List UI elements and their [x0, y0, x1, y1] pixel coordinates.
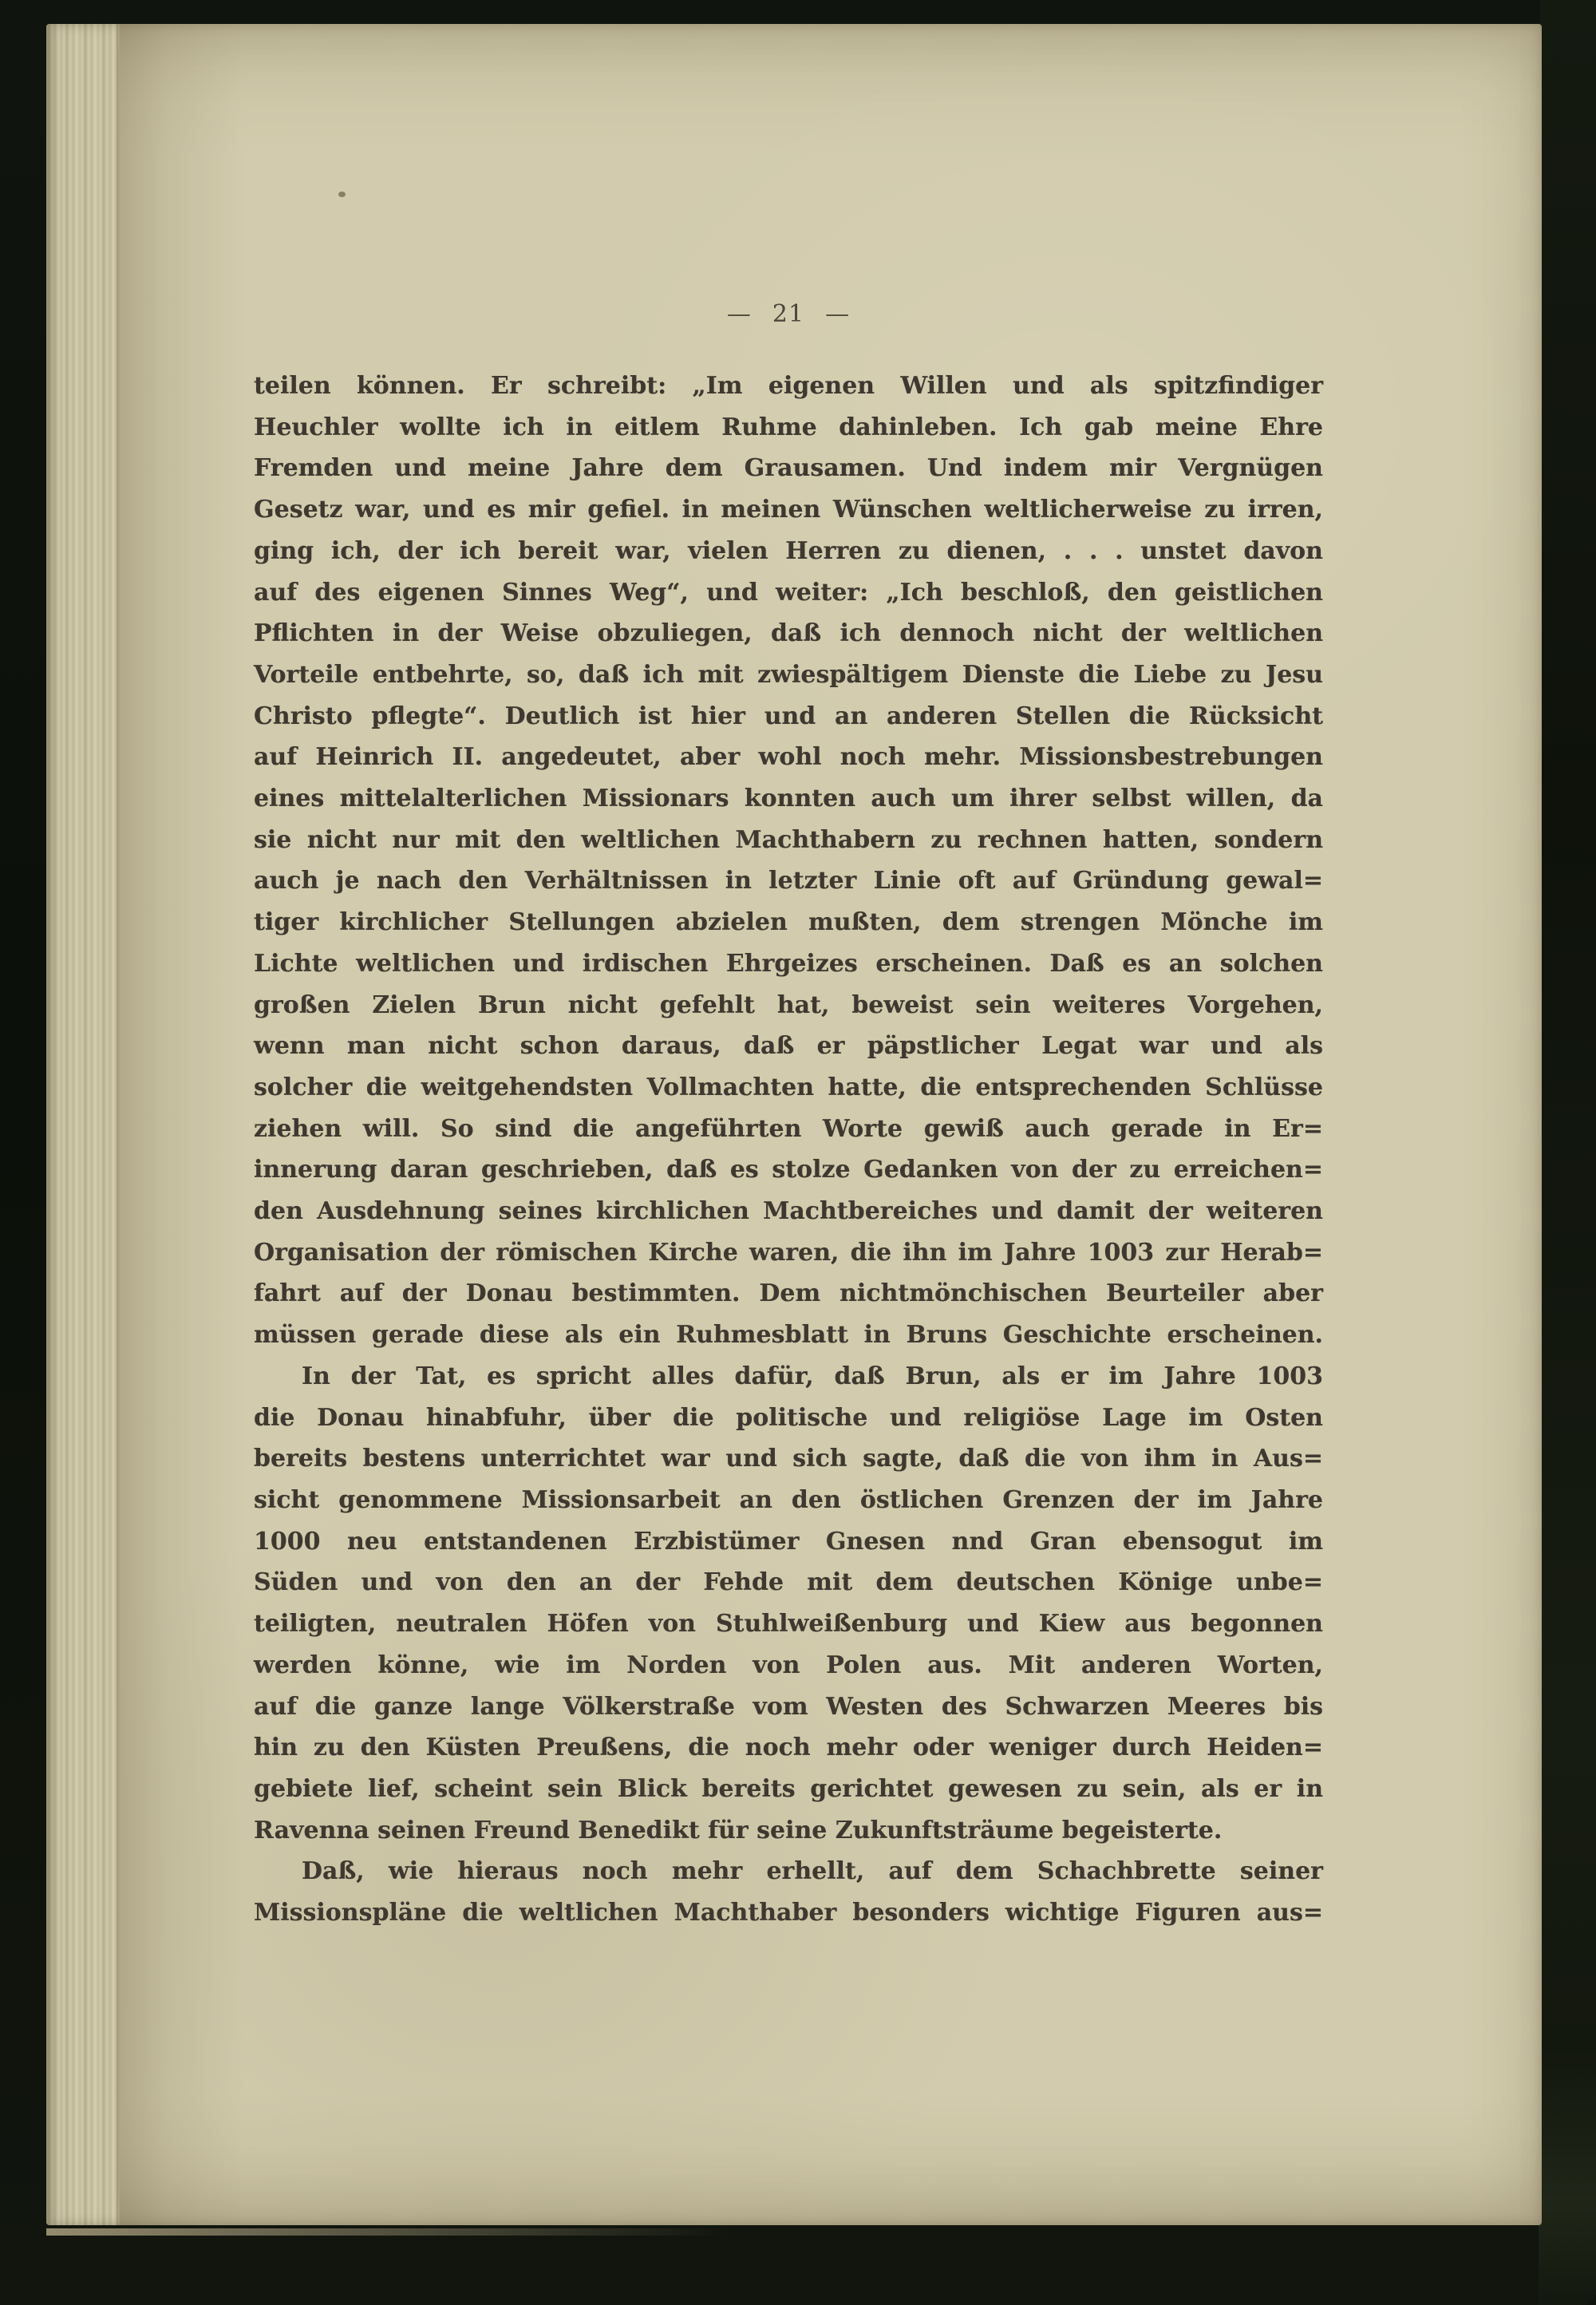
- header-dash-left: —: [726, 300, 752, 328]
- text-line: werden könne, wie im Norden von Polen aus. Mit anderen Worten,: [254, 1651, 1323, 1679]
- text-line: Pflichten in der Weise obzuliegen, daß ich dennoch nicht der weltlichen: [254, 619, 1323, 648]
- text-line: Christo pflegte“. Deutlich ist hier und an anderen Stellen die Rücksicht: [254, 702, 1323, 730]
- text-line: ging ich, der ich bereit war, vielen Herren zu dienen, . . . unstet davon: [254, 536, 1323, 565]
- text-line: solcher die weitgehendsten Vollmachten hatte, die entsprechenden Schlüsse: [254, 1073, 1323, 1101]
- text-line: auf Heinrich II. angedeutet, aber wohl noch mehr. Missionsbestrebungen: [254, 743, 1323, 772]
- gutter-shadow: [117, 24, 244, 2225]
- book-page: [46, 24, 1542, 2225]
- text-line: sie nicht nur mit den weltlichen Machthabern zu rechnen hatten, sondern: [254, 825, 1323, 854]
- text-line: Fremden und meine Jahre dem Grausamen. Und indem mir Vergnügen: [254, 454, 1323, 483]
- text-line: teiligten, neutralen Höfen von Stuhlweißenburg und Kiew aus begonnen: [254, 1610, 1323, 1639]
- text-line: tiger kirchlicher Stellungen abzielen mußten, dem strengen Mönche im: [254, 908, 1323, 937]
- text-line: hin zu den Küsten Preußens, die noch mehr oder weniger durch Heiden=: [254, 1734, 1323, 1762]
- text-line: innerung daran geschrieben, daß es stolze Gedanken von der zu erreichen=: [254, 1156, 1323, 1184]
- text-line: den Ausdehnung seines kirchlichen Machtbereiches und damit der weiteren: [254, 1197, 1323, 1226]
- text-line: teilen können. Er schreibt: „Im eigenen Willen und als spitzfindiger: [254, 372, 1323, 400]
- text-line: müssen gerade diese als ein Ruhmesblatt in Bruns Geschichte erscheinen.: [254, 1321, 1323, 1350]
- page-edges-stack: [46, 24, 120, 2225]
- text-line: auch je nach den Verhältnissen in letzter Linie oft auf Gründung gewal=: [254, 867, 1323, 896]
- header-dash-right: —: [825, 300, 851, 328]
- text-line: Daß, wie hieraus noch mehr erhellt, auf dem Schachbrette seiner: [302, 1857, 1323, 1886]
- text-line: sicht genommene Missionsarbeit an den östlichen Grenzen der im Jahre: [254, 1485, 1323, 1514]
- text-line: Lichte weltlichen und irdischen Ehrgeizes erscheinen. Daß es an solchen: [254, 949, 1323, 978]
- text-line: die Donau hinabfuhr, über die politische und religiöse Lage im Osten: [254, 1403, 1323, 1432]
- ink-speck: [338, 192, 346, 197]
- text-line: Vorteile entbehrte, so, daß ich mit zwiespältigem Dienste die Liebe zu Jesu: [254, 660, 1323, 689]
- page-header: [254, 300, 1323, 328]
- text-line: auf die ganze lange Völkerstraße vom Westen des Schwarzen Meeres bis: [254, 1692, 1323, 1721]
- page-number: 21: [772, 300, 805, 328]
- text-line: fahrt auf der Donau bestimmten. Dem nichtmönchischen Beurteiler aber: [254, 1279, 1323, 1308]
- text-line: eines mittelalterlichen Missionars konnten auch um ihrer selbst willen, da: [254, 785, 1323, 813]
- text-line: 1000 neu entstandenen Erzbistümer Gnesen nnd Gran ebensogut im: [254, 1527, 1323, 1556]
- text-line: Süden und von den an der Fehde mit dem deutschen Könige unbe=: [254, 1568, 1323, 1597]
- text-block: [254, 366, 1323, 1934]
- text-line: Heuchler wollte ich in eitlem Ruhme dahinleben. Ich gab meine Ehre: [254, 413, 1323, 441]
- text-line: Ravenna seinen Freund Benedikt für seine Zukunftsträume begeisterte.: [254, 1816, 1223, 1844]
- text-line: wenn man nicht schon daraus, daß er päpstlicher Legat war und als: [254, 1032, 1323, 1061]
- bottom-page-edge: [46, 2228, 764, 2236]
- text-line: bereits bestens unterrichtet war und sich sagte, daß die von ihm in Aus=: [254, 1445, 1323, 1473]
- book-cover-corner: [1539, 2050, 1596, 2305]
- text-line: Organisation der römischen Kirche waren, die ihn im Jahre 1003 zur Herab=: [254, 1238, 1323, 1267]
- text-line: großen Zielen Brun nicht gefehlt hat, beweist sein weiteres Vorgehen,: [254, 990, 1323, 1019]
- text-line: Gesetz war, und es mir gefiel. in meinen Wünschen weltlicherweise zu irren,: [254, 496, 1323, 524]
- text-line: In der Tat, es spricht alles dafür, daß Brun, als er im Jahre 1003: [302, 1362, 1323, 1390]
- text-line: Missionspläne die weltlichen Machthaber besonders wichtige Figuren aus=: [254, 1899, 1323, 1927]
- text-line: auf des eigenen Sinnes Weg“, und weiter: „Ich beschloß, den geistlichen: [254, 578, 1323, 607]
- book-cover-right: [1540, 0, 1596, 2305]
- text-line: ziehen will. So sind die angeführten Worte gewiß auch gerade in Er=: [254, 1114, 1323, 1143]
- text-line: gebiete lief, scheint sein Blick bereits gerichtet gewesen zu sein, als er in: [254, 1774, 1323, 1803]
